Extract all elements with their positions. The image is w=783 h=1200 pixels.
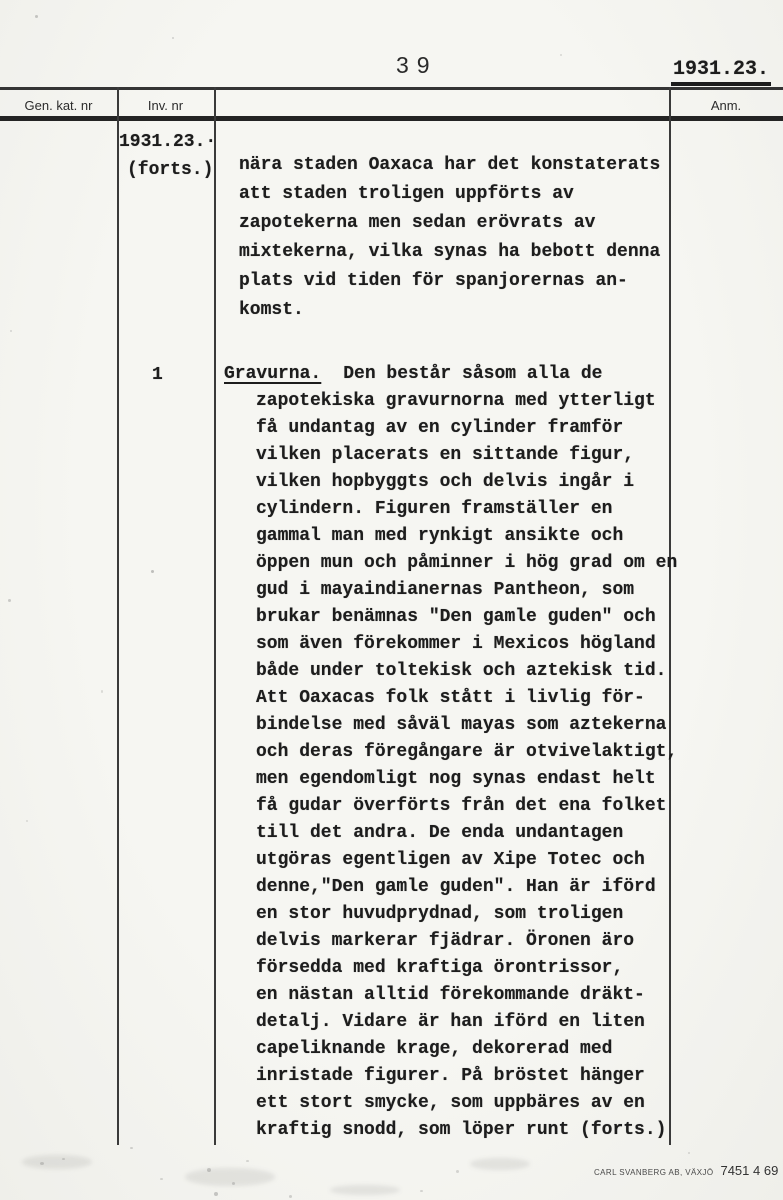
page-number: 39 bbox=[396, 52, 438, 78]
text-line: zapotekiska gravurnorna med ytterligt bbox=[256, 391, 656, 411]
scan-speckle bbox=[172, 37, 174, 39]
scan-speckle bbox=[246, 1160, 249, 1162]
text-line: öppen mun och påminner i hög grad om en bbox=[256, 553, 678, 573]
text-line: gud i mayaindianernas Pantheon, som bbox=[256, 580, 635, 600]
scan-smudge bbox=[330, 1185, 400, 1195]
scan-speckle bbox=[289, 1195, 292, 1198]
heading-rest-text: Den består såsom alla de bbox=[343, 364, 603, 384]
scan-smudge bbox=[470, 1158, 530, 1170]
text-line: som även förekommer i Mexicos högland bbox=[256, 634, 656, 654]
scan-smudge bbox=[22, 1155, 92, 1169]
column-header-gen-kat-nr: Gen. kat. nr bbox=[24, 98, 93, 113]
text-line: utgöras egentligen av Xipe Totec och bbox=[256, 850, 645, 870]
scan-speckle bbox=[8, 599, 11, 602]
text-line: brukar benämnas "Den gamle guden" och bbox=[256, 607, 656, 627]
text-line: Att Oaxacas folk stått i livlig för- bbox=[256, 688, 645, 708]
text-line: vilken placerats en sittande figur, bbox=[256, 445, 635, 465]
text-line: kraftig snodd, som löper runt (forts.) bbox=[256, 1120, 667, 1140]
text-line: en stor huvudprydnad, som troligen bbox=[256, 904, 624, 924]
column-divider-inv-nr bbox=[214, 87, 216, 1145]
scan-speckle bbox=[10, 330, 12, 332]
scan-speckle bbox=[560, 54, 562, 56]
inv-nr-value: 1931.23.· bbox=[119, 132, 217, 152]
text-line: försedda med kraftiga örontrissor, bbox=[256, 958, 624, 978]
text-line: gammal man med rynkigt ansikte och bbox=[256, 526, 624, 546]
scan-speckle bbox=[151, 570, 154, 573]
text-line bbox=[224, 361, 677, 388]
scan-speckle bbox=[214, 1192, 218, 1196]
text-line: delvis markerar fjädrar. Öronen äro bbox=[256, 931, 635, 951]
entry-1931-23-text bbox=[239, 151, 660, 325]
scan-speckle bbox=[35, 15, 38, 18]
text-line: komst. bbox=[239, 300, 304, 320]
text-line: bindelse med såväl mayas som aztekerna bbox=[256, 715, 667, 735]
column-divider-gen-kat bbox=[117, 87, 119, 1145]
text-line: cylindern. Figuren framställer en bbox=[256, 499, 613, 519]
entry-inv-nr-1931-23 bbox=[119, 128, 216, 184]
text-line: zapotekerna men sedan erövrats av bbox=[239, 213, 596, 233]
printer-footer bbox=[594, 1163, 778, 1178]
scan-speckle bbox=[688, 1152, 690, 1154]
text-line: en nästan alltid förekommande dräkt- bbox=[256, 985, 645, 1005]
text-line: vilken hopbyggts och delvis ingår i bbox=[256, 472, 635, 492]
scan-speckle bbox=[160, 1178, 163, 1180]
column-header-anm: Anm. bbox=[710, 98, 742, 113]
text-line: få gudar överförts från det ena folket bbox=[256, 796, 667, 816]
scan-speckle bbox=[456, 1170, 459, 1173]
entry-gravurna-text bbox=[224, 361, 677, 1144]
scan-speckle bbox=[101, 690, 103, 693]
text-line: att staden troligen uppförts av bbox=[239, 184, 574, 204]
text-line: mixtekerna, vilka synas ha bebott denna bbox=[239, 242, 661, 262]
text-line: både under toltekisk och aztekisk tid. bbox=[256, 661, 667, 681]
text-line: detalj. Vidare är han iförd en liten bbox=[256, 1012, 645, 1032]
column-header-inv-nr: Inv. nr bbox=[147, 98, 184, 113]
inv-nr-continuation-note: (forts.) bbox=[127, 160, 214, 180]
text-line: inristade figurer. På bröstet hänger bbox=[256, 1066, 645, 1086]
entry-heading: Gravurna. bbox=[224, 364, 322, 384]
text-line: och deras föregångare är otvivelaktigt, bbox=[256, 742, 678, 762]
text-line: plats vid tiden för spanjorernas an- bbox=[239, 271, 628, 291]
scan-speckle bbox=[420, 1190, 423, 1192]
text-line: denne,"Den gamle guden". Han är iförd bbox=[256, 877, 656, 897]
scan-speckle bbox=[26, 820, 28, 822]
entry-inv-nr-1: 1 bbox=[152, 365, 163, 385]
text-line: capeliknande krage, dekorerad med bbox=[256, 1039, 613, 1059]
printer-mark: CARL SVANBERG AB, VÄXJÖ bbox=[594, 1168, 714, 1177]
text-line: få undantag av en cylinder framför bbox=[256, 418, 624, 438]
text-line: till det andra. De enda undantagen bbox=[256, 823, 624, 843]
scan-speckle bbox=[130, 1147, 133, 1149]
catalog-reference-header: 1931.23. bbox=[671, 58, 771, 86]
text-line: men egendomligt nog synas endast helt bbox=[256, 769, 656, 789]
scan-smudge bbox=[185, 1168, 275, 1186]
printer-code: 7451 4 69 bbox=[720, 1163, 779, 1178]
text-line: nära staden Oaxaca har det konstaterats bbox=[239, 155, 661, 175]
text-line: ett stort smycke, som uppbäres av en bbox=[256, 1093, 645, 1113]
